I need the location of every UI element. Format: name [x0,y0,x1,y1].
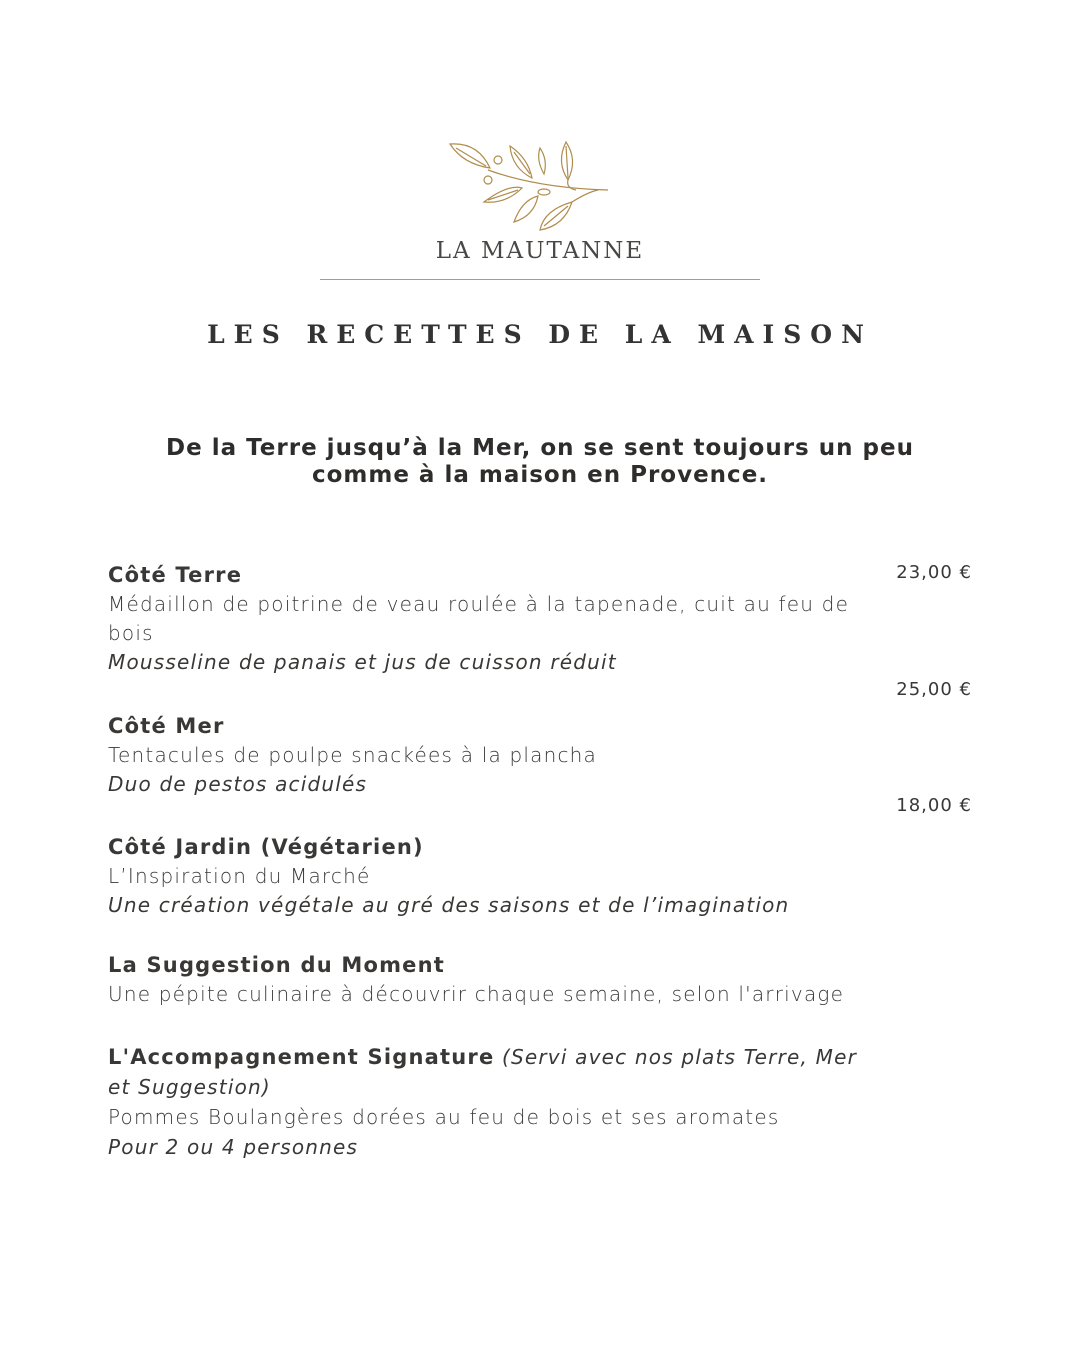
page-title: LES RECETTES DE LA MAISON [207,320,873,349]
item-subtitle: Pour 2 ou 4 personnes [108,1135,359,1159]
menu-item-cote-jardin [108,833,868,920]
item-price: 25,00 € [896,679,972,700]
item-name: Côté Jardin (Végétarien) [108,835,424,859]
menu-item-suggestion [108,951,868,1009]
menu-item-cote-terre [108,561,868,677]
item-description: Pommes Boulangères dorées au feu de bois et ses aromates [108,1105,780,1129]
item-description: L’Inspiration du Marché [108,864,371,888]
item-name: Côté Mer [108,714,225,738]
item-name: L'Accompagnement Signature [108,1045,495,1069]
item-price: 18,00 € [896,795,972,816]
item-name: La Suggestion du Moment [108,953,446,977]
olive-branch-logo-icon [448,140,612,236]
item-subtitle: Une création végétale au gré des saisons et de l’imagination [108,893,790,917]
item-subtitle: Mousseline de panais et jus de cuisson réduit [108,650,617,674]
menu-item-cote-mer [108,712,868,799]
menu-item-accompagnement [108,1042,868,1162]
brand-name: LA MAUTANNE [435,238,645,264]
item-price: 23,00 € [896,562,972,583]
divider [320,279,760,280]
item-description: Tentacules de poulpe snackées à la plancha [108,743,597,767]
item-note: (Servi avec nos plats Terre, Mer et Suggestion) [108,1045,857,1099]
item-description: Médaillon de poitrine de veau roulée à la tapenade, cuit au feu de bois [108,592,850,645]
item-description: Une pépite culinaire à découvrir chaque semaine, selon l'arrivage [108,982,845,1006]
item-subtitle: Duo de pestos acidulés [108,772,368,796]
item-name: Côté Terre [108,563,243,587]
tagline: De la Terre jusqu’à la Mer, on se sent toujours un peu comme à la maison en Provence. [166,435,914,488]
